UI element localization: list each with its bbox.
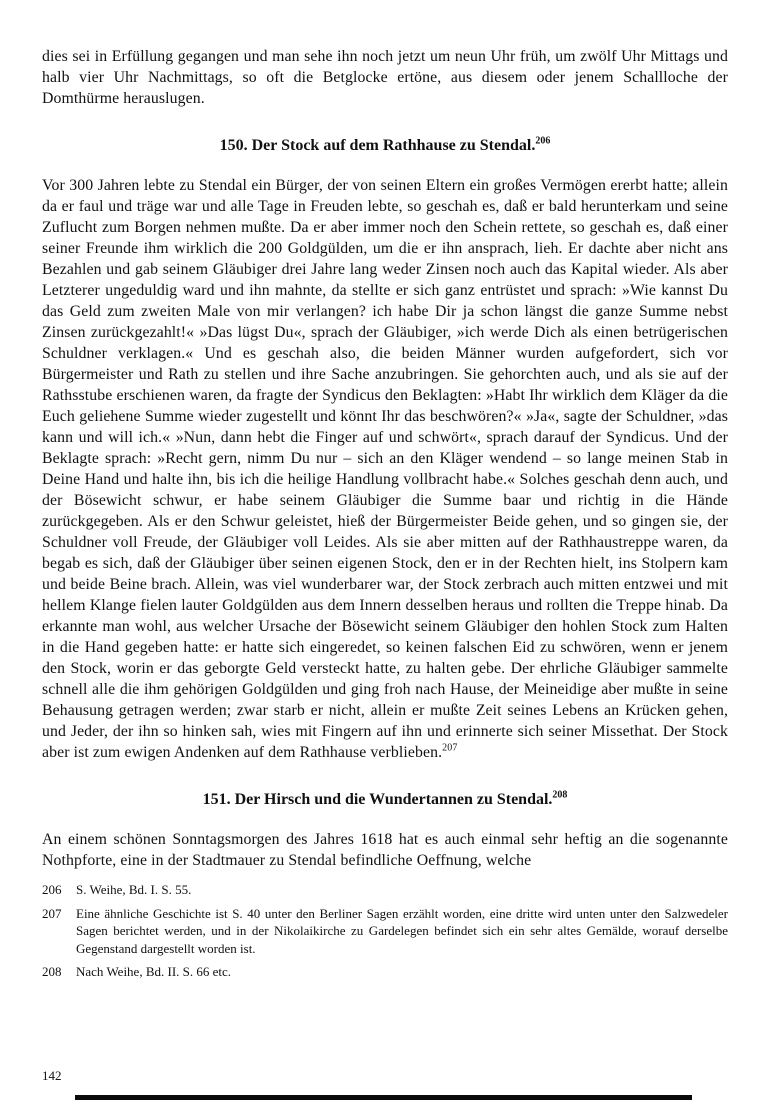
story-151-heading — [42, 790, 728, 810]
story-150-body — [42, 175, 728, 763]
scan-edge-artifact — [75, 1095, 692, 1100]
footnotes-section — [42, 881, 728, 981]
continuation-paragraph: dies sei in Erfüllung gegangen und man sehe ihn noch jetzt um neun Uhr früh, um zwölf Uhr Mittags und halb vier Uhr Nachmittags, so oft die Betglocke ertöne, aus diesem oder jenem Schallloche der Domthürme herauslugen. — [42, 48, 728, 107]
footnote-number: 206 — [42, 882, 62, 897]
story-150-heading-text: 150. Der Stock auf dem Rathhause zu Stendal. — [219, 137, 536, 154]
footnote-text: Eine ähnliche Geschichte ist S. 40 unter den Berliner Sagen erzählt worden, eine dritte wird unten unter den Salzwedeler Sagen berichtet werden, und in der Nikolaikirche zu Gardelegen befindet sich ein sehr altes Gemälde, worauf derselbe Gegenstand dargestellt worden ist. — [76, 905, 728, 956]
story-151-body: An einem schönen Sonntagsmorgen des Jahres 1618 hat es auch einmal sehr heftig an die sogenannte Nothpforte, eine in der Stadtmauer zu Stendal befindliche Oeffnung, welche — [42, 831, 728, 869]
story-150-body-text: Vor 300 Jahren lebte zu Stendal ein Bürger, der von seinen Eltern ein großes Vermögen ererbt hatte; allein da er faul und träge war und alle Tage in Freuden lebte, so geschah es, daß er bald herunterkam und seine Zuflucht zum Borgen nehmen mußte. Da er aber immer noch den Schein rettete, so geschah es, daß einer seiner Freunde ihm wirklich die 200 Goldgülden, um die er ihn ansprach, lieh. Er dachte aber nicht ans Bezahlen und gab seinem Gläubiger drei Jahre lang weder Zinsen noch auch das Kapital wieder. Als aber Letzterer ungeduldig ward und ihn mahnte, da stellte er sich ganz entrüstet und sprach: »Wie kannst Du das Geld zum zweiten Male von mir verlangen? ich habe Dir ja schon längst die ganze Summe nebst Zinsen zurückgezahlt!« »Das lügst Du«, sprach der Gläubiger, »ich werde Dich als einen betrügerischen Schuldner verklagen.« Und es geschah also, die beiden Männer wurden aufgefordert, sich vor Bürgermeister und Rath zu stellen und ihre Sache anzubringen. Sie gehorchten auch, und als sie auf der Rathsstube erschienen waren, da fragte der Syndicus den Beklagten: »Habt Ihr wirklich dem Kläger da die Euch geliehene Summe wieder zugestellt und könnt Ihr das beschwören?« »Ja«, sagte der Schuldner, »das kann und will ich.« »Nun, dann hebt die Finger auf und schwört«, sprach darauf der Syndicus. Und der Beklagte sprach: »Recht gern, nimm Du nur – sich an den Kläger wendend – so lange meinen Stab in Deine Hand und halte ihn, bis ich die heilige Handlung vollbracht habe.« Solches geschah denn auch, und der Bösewicht schwur, er habe seinem Gläubiger die Summe baar und richtig in die Hände zurückgegeben. Als er den Schwur geleistet, hieß der Bürgermeister Beide gehen, und so gingen sie, der Schuldner voll Freude, der Gläubiger voll Leides. Als sie aber mitten auf der Rathhaustreppe waren, da begab es sich, daß der Gläubiger über seinen eigenen Stock, den er in der Rechten hielt, ins Stolpern kam und beide Beine brach. Allein, was viel wunderbarer war, der Stock zerbrach auch mitten entzwei und mit hellem Klange fielen lauter Goldgülden aus dem Innern desselben heraus und rollten die Treppe hinab. Da erkannte man wohl, aus welcher Ursache der Bösewicht seinem Gläubiger den hohlen Stock zum Halten in die Hand gegeben hatte: er hatte sich eingeredet, so keinen falschen Eid zu schwören, wenn er jenem den Stock, worin er das geborgte Geld versteckt hatte, zu halten gebe. Der ehrliche Gläubiger sammelte schnell alle die ihm gehörigen Goldgülden und ging froh nach Hause, der Meineidige aber mußte in seine Behausung getragen werden; zwar starb er nicht, allein er mußte Zeit seines Lebens an Krücken gehen, und Jeder, der ihn so hinken sah, wies mit Fingern auf ihn und erinnerte sich seiner Missethat. Der Stock aber ist zum ewigen Andenken auf dem Rathhause verblieben. — [42, 177, 728, 761]
story-151-heading-text: 151. Der Hirsch und die Wundertannen zu Stendal. — [202, 791, 553, 808]
footnote-number: 208 — [42, 964, 62, 979]
page-number: 142 — [42, 1068, 62, 1083]
footnote-ref-208: 208 — [552, 789, 568, 801]
footnote-number: 207 — [42, 905, 62, 921]
footnote-206 — [42, 881, 728, 899]
story-150-heading — [42, 136, 728, 156]
footnote-text: Nach Weihe, Bd. II. S. 66 etc. — [76, 964, 232, 979]
page-body — [42, 46, 728, 981]
footnote-207 — [42, 905, 728, 958]
footnote-text: S. Weihe, Bd. I. S. 55. — [76, 882, 192, 897]
footnote-ref-207: 207 — [442, 742, 458, 754]
footnote-208 — [42, 963, 728, 981]
footnote-ref-206: 206 — [535, 135, 551, 147]
